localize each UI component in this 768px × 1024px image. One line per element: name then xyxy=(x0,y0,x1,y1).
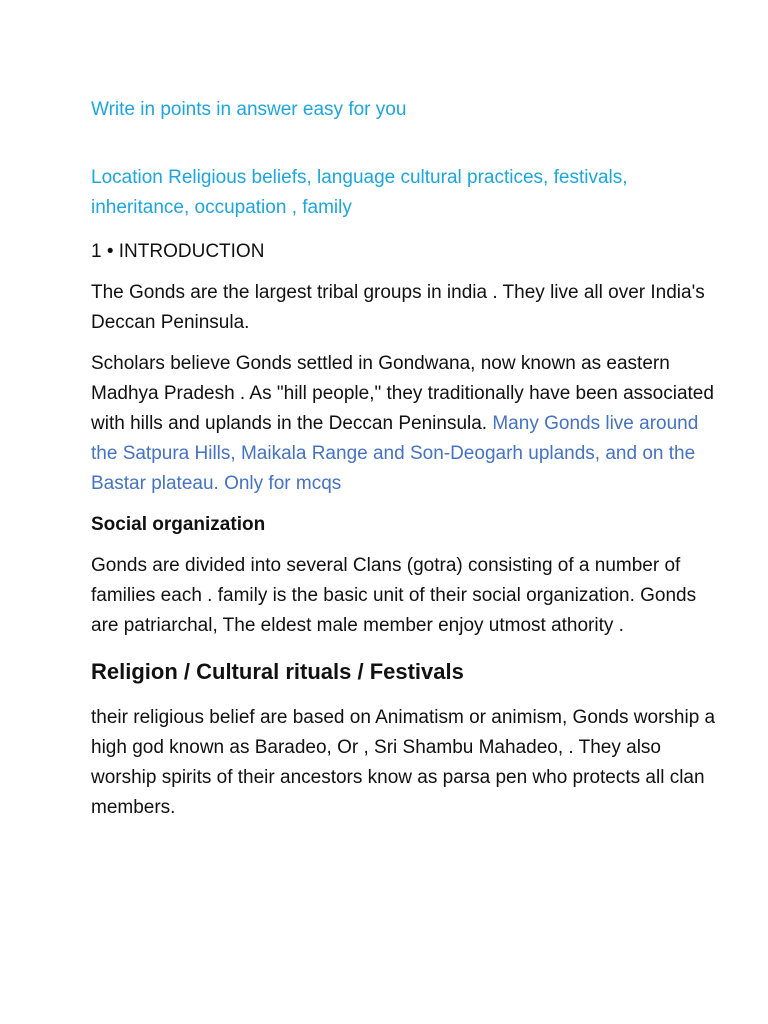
mcq-highlight-text: Many Gonds live around the Satpura Hills, Maikala Range and Son-Deogarh uplands, and on the Bastar plateau. Only for mcqs xyxy=(91,413,699,494)
introduction-paragraph: The Gonds are the largest tribal groups in india . They live all over India's Deccan Peninsula. xyxy=(91,282,705,333)
topics-list: Location Religious beliefs, language cultural practices, festivals, inheritance, occupation , family xyxy=(91,167,628,218)
instruction-note: Write in points in answer easy for you xyxy=(91,99,407,120)
scholars-paragraph xyxy=(91,349,728,499)
scholars-text: Scholars believe Gonds settled in Gondwana, now known as eastern Madhya Pradesh . As "hill people," they traditionally have been associated with hills and uplands in the Deccan Peninsula. xyxy=(91,353,714,434)
religion-paragraph: their religious belief are based on Animatism or animism, Gonds worship a high god known as Baradeo, Or , Sri Shambu Mahadeo, . They also worship spirits of their ancestors know as parsa pen who protects all clan members. xyxy=(91,707,716,818)
social-organization-heading: Social organization xyxy=(91,514,266,535)
religion-heading: Religion / Cultural rituals / Festivals xyxy=(91,659,464,684)
social-organization-paragraph: Gonds are divided into several Clans (gotra) consisting of a number of families each . family is the basic unit of their social organization. Gonds are patriarchal, The eldest male member enjoy utmost athority . xyxy=(91,555,697,636)
introduction-heading: 1 • INTRODUCTION xyxy=(91,241,265,262)
